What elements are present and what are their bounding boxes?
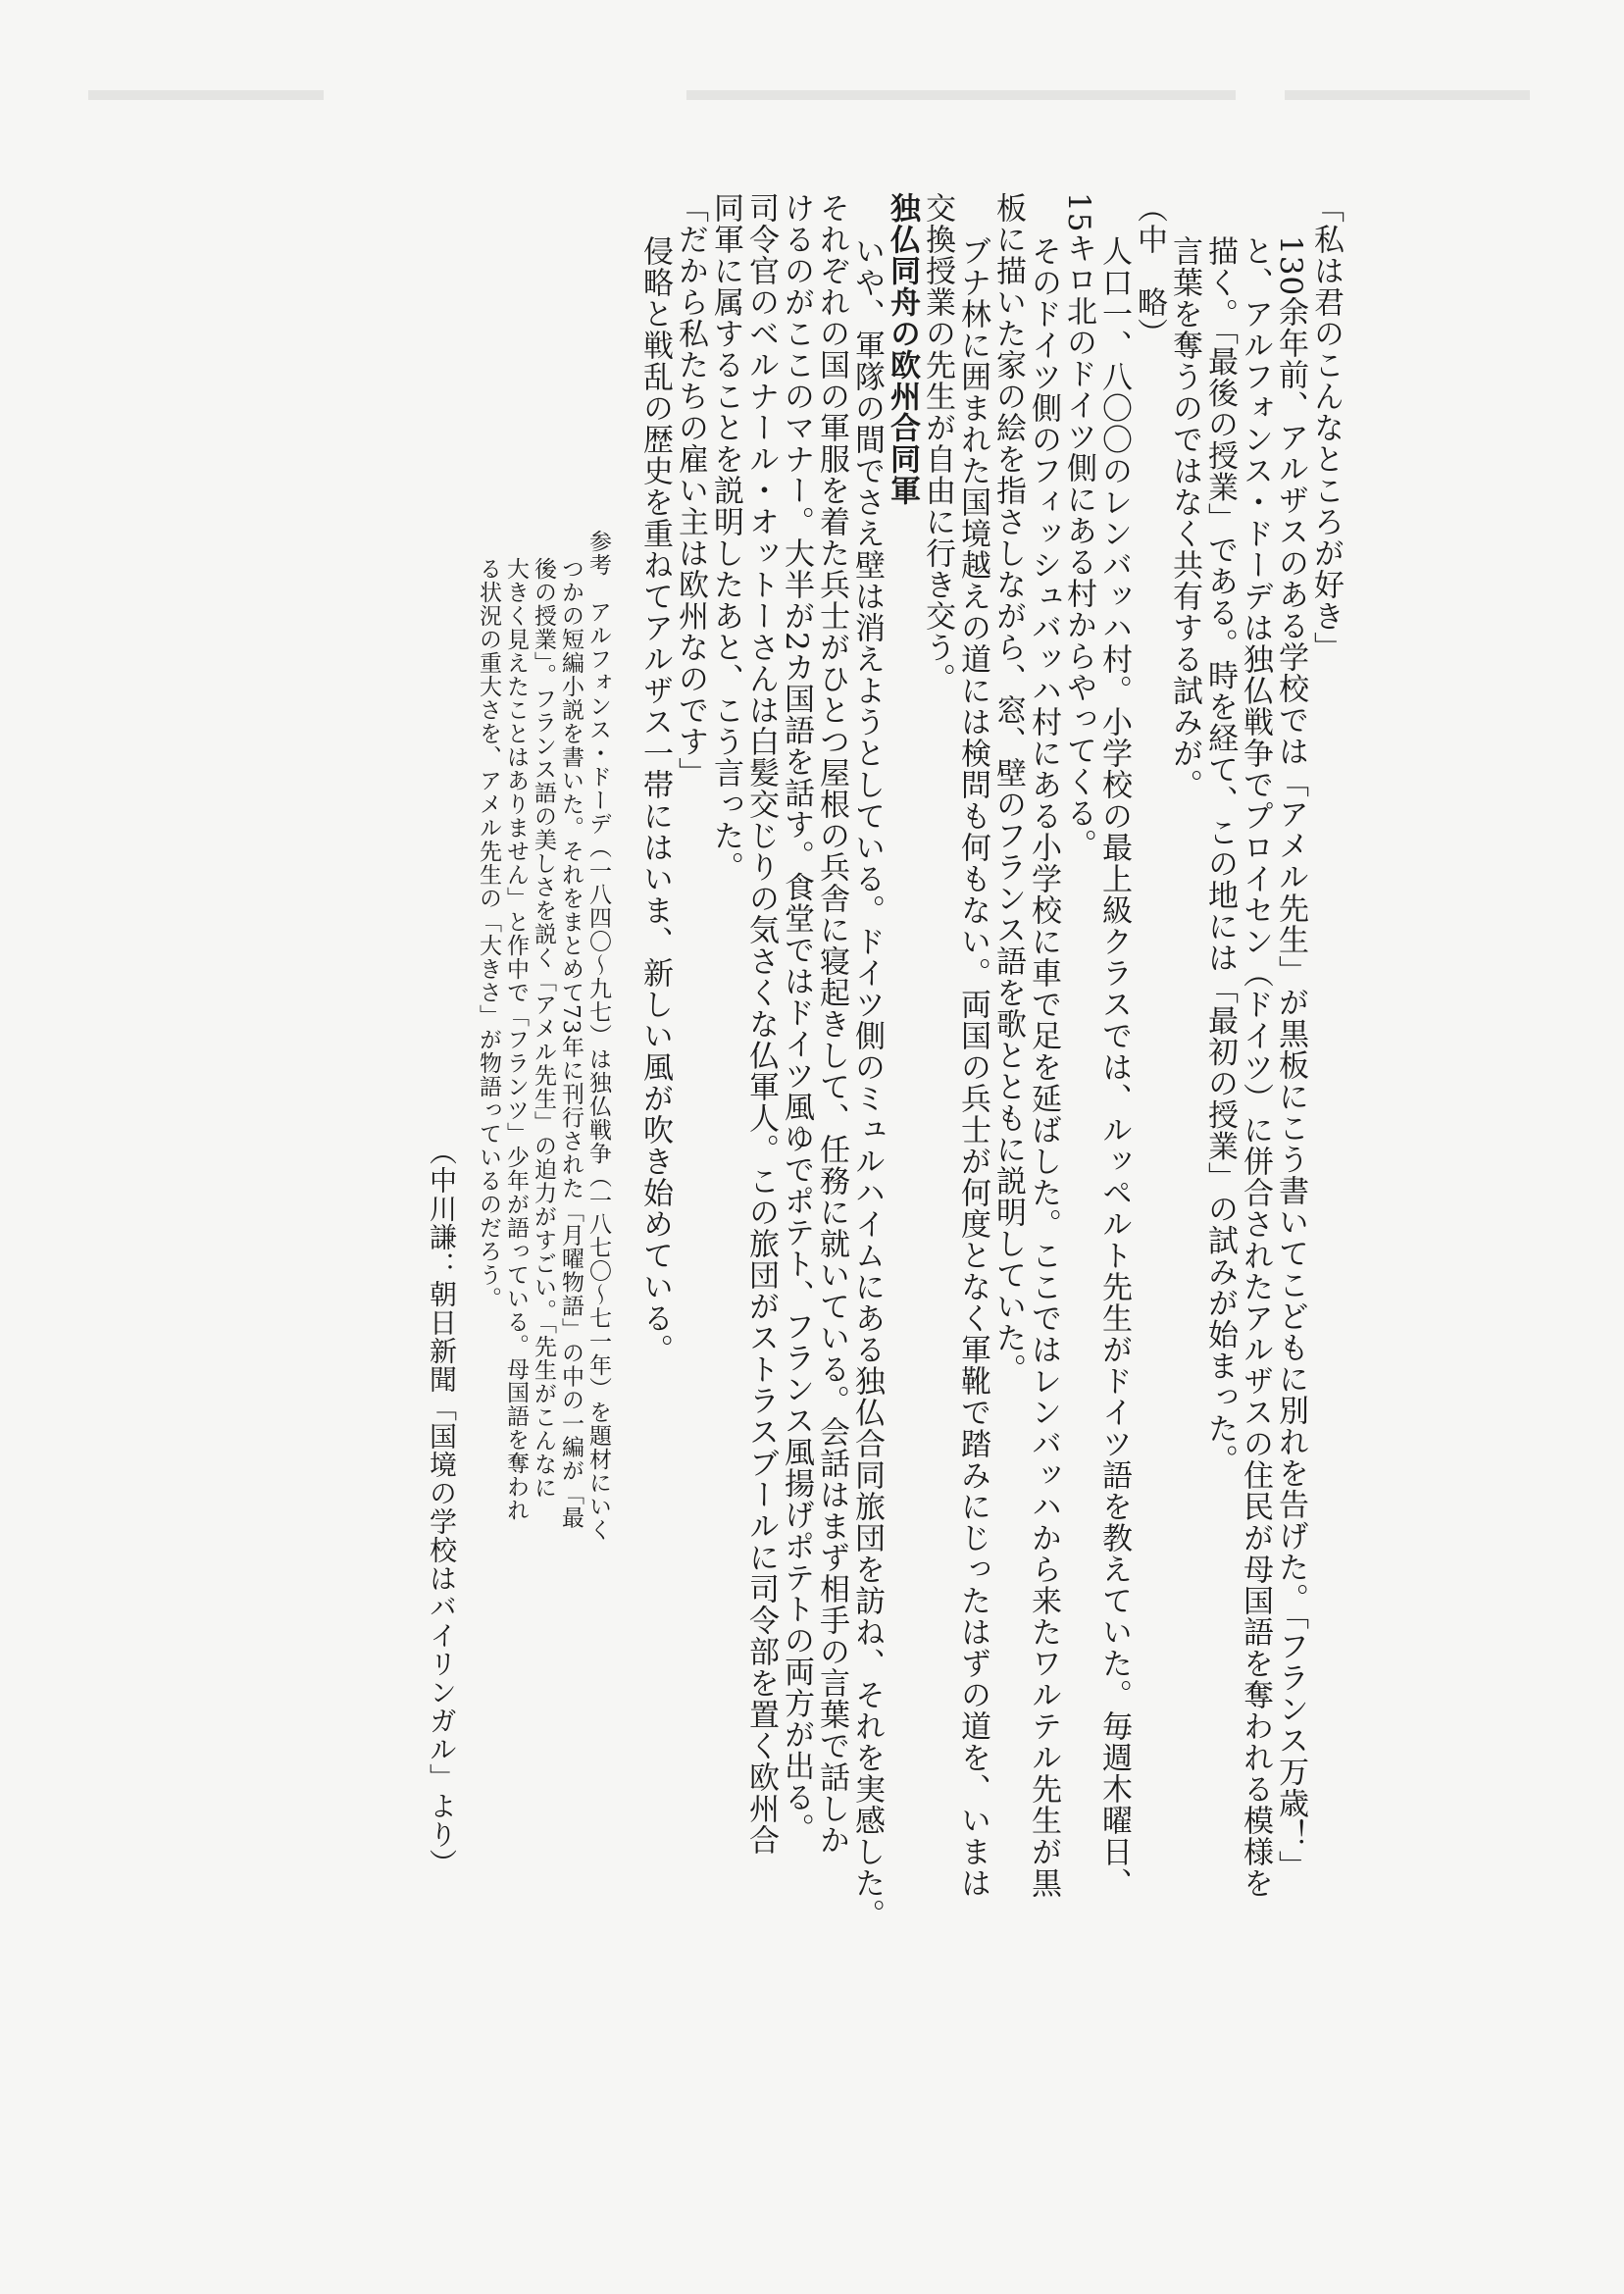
article-line: 130余年前、アルザスのある学校では「アメル先生」が黒板にこう書いてこどもに別れを告げた。「フランス万歳！」 [1273,235,1308,1882]
article-line: いや、軍隊の間でさえ壁は消えようとしている。ドイツ側のミュルハイムにある独仏合同旅団を訪ね、それを実感した。 [849,235,885,1930]
article-line: 描く。「最後の授業」である。時を経て、この地には「最初の授業」の試みが始まった。 [1202,235,1238,1476]
article-line: けるのがここのマナー。大半が2カ国語を話す。食堂ではドイツ風ゆでポテト、フランス風揚げポテトの両方が出る。 [779,192,814,1845]
scan-artifact [1285,90,1530,100]
source-attribution: （中川謙：朝日新聞「国境の学校はバイリンガル」より） [426,1138,458,1877]
section-gap-marker: （中 略） [1132,192,1167,349]
article-line: 同軍に属することを説明したあと、こう言った。 [708,192,743,883]
quote-line: 「だから私たちの雇い主は欧州なのです」 [673,192,708,789]
article-line: 人口一、八〇〇のレンバッハ村。小学校の最上級クラスでは、ルッペルト先生がドイツ語を教えていた。毎週木曜日、 [1096,235,1132,1899]
scan-artifact [88,90,324,100]
reference-note-line: 参考 アルフォンス・ドーデ（一八四〇〜九七）は独仏戦争（一八七〇〜七一年）を題材にいく [585,530,611,1542]
article-line: そのドイツ側のフィッシュバッハ村にある小学校に車で足を延ばした。ここではレンバッハから来たワルテル先生が黒 [1026,235,1061,1899]
article-line: 板に描いた家の絵を指さしながら、窓、壁のフランス語を歌とともに説明していた。 [990,192,1026,1385]
reference-note-line: つかの短編小説を書いた。それをまとめて73年に刊行された「月曜物語」の中の一編が「最 [558,557,584,1530]
article-line: 言葉を奪うのではなく共有する試みが。 [1167,235,1202,800]
article-line: それぞれの国の軍服を着た兵士がひとつ屋根の兵舎に寝起きして、任務に就いている。会話はまず相手の言葉で話しか [814,192,849,1856]
article-line: ブナ林に囲まれた国境越えの道には検問も何もない。両国の兵士が何度となく軍靴で踏みにじったはずの道を、いまは [955,235,990,1899]
article-line: 侵略と戦乱の歴史を重ねてアルザス一帯にはいま、新しい風が吹き始めている。 [637,235,673,1365]
reference-note-line: る状況の重大さを、アメル先生の「大きさ」が物語っているのだろう。 [476,557,501,1310]
section-heading: 独仏同舟の欧州合同軍 [885,192,920,506]
article-line: と、アルフォンス・ドーデは独仏戦争でプロイセン（ドイツ）に併合されたアルザスの住民が母国語を奪われる模様を [1238,235,1273,1899]
article-line: 交換授業の先生が自由に行き交う。 [920,192,955,694]
article-line: 司令官のベルナール・オットーさんは白髪交じりの気さくな仏軍人。この旅団がストラスブールに司令部を置く欧州合 [743,192,779,1856]
reference-note-line: 後の授業」。フランス語の美しさを説く「アメル先生」の迫力がすごい。「先生がこんなに [531,557,556,1500]
reference-note-line: 大きく見えたことはありません」と作中で「フランツ」少年が語っている。母国語を奪われ [503,557,529,1522]
article-line: 「私は君のこんなところが好き」 [1308,192,1344,663]
scan-artifact [686,90,1236,100]
article-line: 15キロ北のドイツ側にある村からやってくる。 [1061,192,1096,861]
